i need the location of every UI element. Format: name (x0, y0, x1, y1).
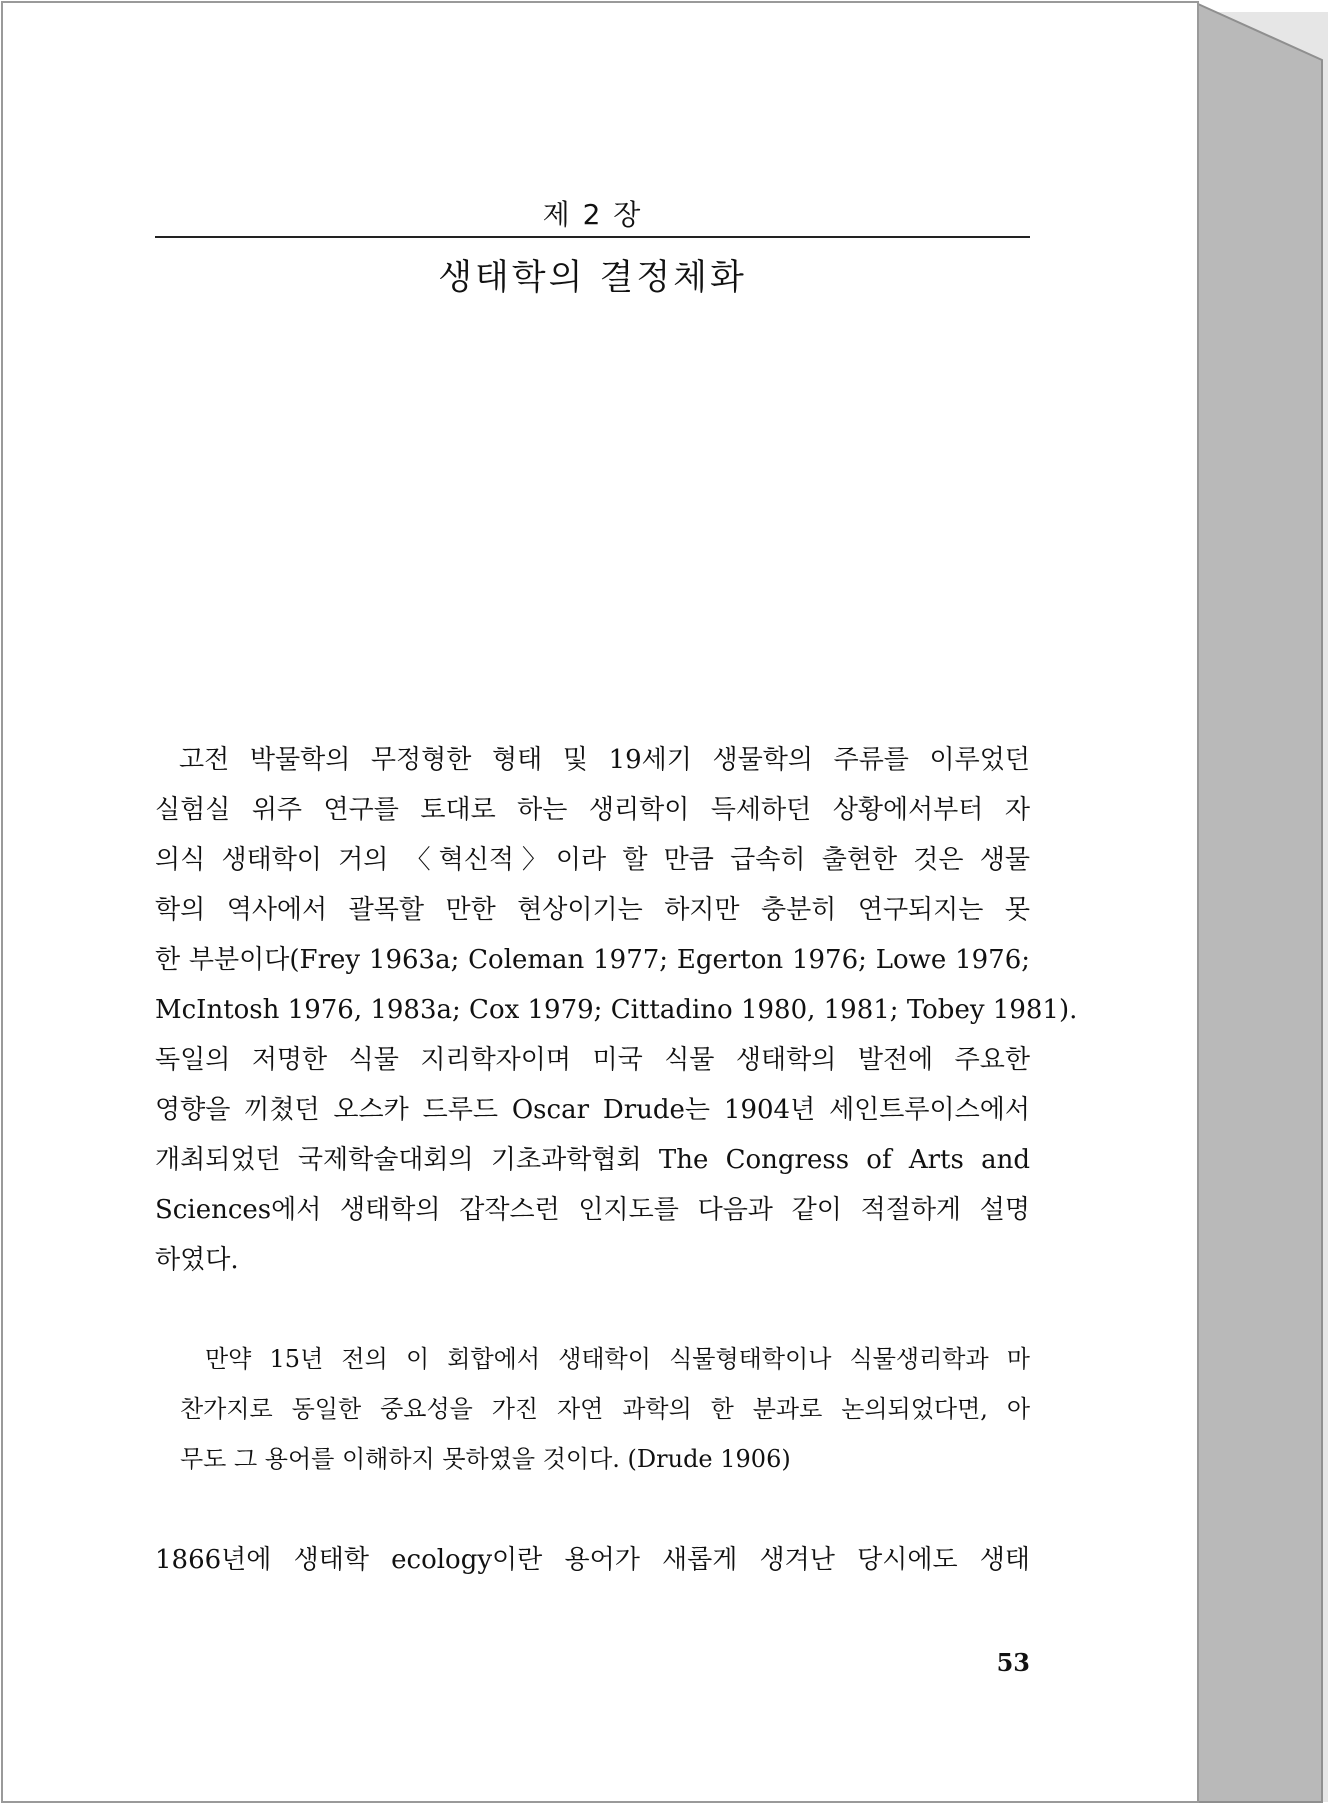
body-line: 개최되었던 국제학술대회의 기초과학협회 The Congress of Arts and (155, 1145, 1030, 1175)
body-line: 영향을 끼쳤던 오스카 드루드 Oscar Drude는 1904년 세인트루이스에서 (155, 1095, 1030, 1125)
chapter-title: 생태학의 결정체화 (438, 258, 747, 298)
body-line: 하였다. (155, 1245, 239, 1275)
body-line: 의식 생태학이 거의 〈혁신적〉이라 할 만큼 급속히 출현한 것은 생물 (155, 845, 1030, 875)
quote-line: 만약 15년 전의 이 회합에서 생태학이 식물형태학이나 식물생리학과 마 (205, 1345, 1030, 1373)
page-number: 53 (996, 1648, 1030, 1677)
page-content (155, 0, 1078, 1806)
body-line: 독일의 저명한 식물 지리학자이며 미국 식물 생태학의 발전에 주요한 (155, 1045, 1030, 1075)
body-line: Sciences에서 생태학의 갑작스런 인지도를 다음과 같이 적절하게 설명 (155, 1195, 1030, 1225)
quote-line: 무도 그 용어를 이해하지 못하였을 것이다. (Drude 1906) (180, 1445, 791, 1473)
body-line: 실험실 위주 연구를 토대로 하는 생리학이 득세하던 상황에서부터 자 (155, 795, 1030, 825)
closing-line: 1866년에 생태학 ecology이란 용어가 새롭게 생겨난 당시에도 생태 (155, 1545, 1030, 1575)
body-line: 한 부분이다(Frey 1963a; Coleman 1977; Egerton 1976; Lowe 1976; (155, 945, 1030, 975)
body-line: McIntosh 1976, 1983a; Cox 1979; Cittadino 1980, 1981; Tobey 1981). (155, 995, 1078, 1025)
quote-line: 찬가지로 동일한 중요성을 가진 자연 과학의 한 분과로 논의되었다면, 아 (180, 1395, 1030, 1423)
body-line: 고전 박물학의 무정형한 형태 및 19세기 생물학의 주류를 이루었던 (179, 745, 1030, 775)
chapter-label: 제 2 장 (542, 198, 643, 231)
book-page-edge (1198, 4, 1322, 1802)
chapter-rule (155, 236, 1030, 238)
body-line: 학의 역사에서 괄목할 만한 현상이기는 하지만 충분히 연구되지는 못 (155, 895, 1030, 925)
